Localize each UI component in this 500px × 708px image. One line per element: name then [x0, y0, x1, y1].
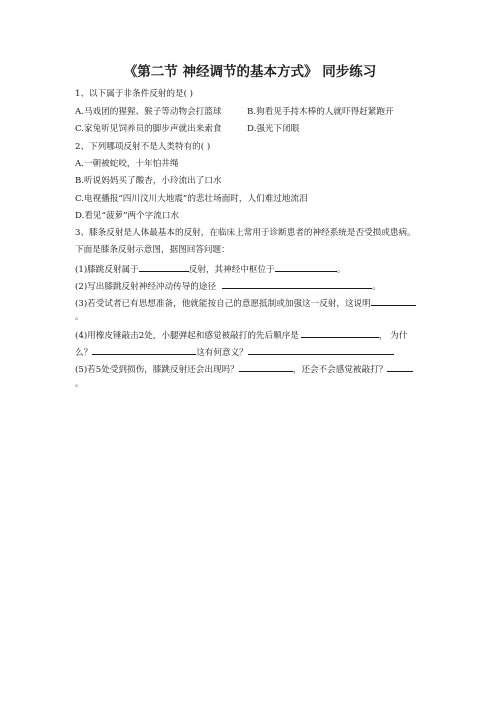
question-3-part-2 [75, 279, 381, 293]
part-5-text-b: ，还会不会感觉被敲打？ [292, 365, 388, 375]
answer-blank-reflex-type[interactable] [139, 262, 189, 272]
question-1-option-c: C.家兔听见饲养员的脚步声就出来索食 [75, 124, 222, 134]
question-3-part-5 [75, 362, 413, 376]
answer-blank-reflex-occurs[interactable] [239, 362, 293, 372]
part-2-text-a: (2)写出膝跳反射神经冲动传导的途径 [75, 282, 217, 292]
question-3-part-3-end: 。 [75, 312, 84, 322]
question-1-options-row2 [75, 123, 425, 135]
page-title: 《第二节 神经调节的基本方式》 同步练习 [123, 64, 377, 80]
question-2-option-c: C.电视播报“四川汶川大地震”的悲壮场面时，人们难过地流泪 [75, 194, 308, 204]
question-3-stem-line1: 3、膝条反射是人体最基本的反射，在临床上常用于诊断患者的神经系统是否受损或患病。 [75, 228, 416, 238]
answer-blank-feel-tap[interactable] [387, 362, 413, 372]
question-3-part-4-line2 [75, 345, 394, 359]
question-3-part-3 [75, 296, 416, 310]
part-1-text-b: 反射，其神经中枢位于 [188, 265, 275, 275]
part-1-text-c: 。 [336, 265, 346, 275]
answer-blank-why[interactable] [92, 345, 196, 355]
question-2-option-a: A.一朝被蛇咬，十年怕井绳 [75, 159, 179, 169]
question-3-part-1 [75, 262, 345, 276]
part-2-text-b: 。 [372, 282, 381, 292]
part-4-text-d: 这有何意义？ [196, 348, 248, 358]
question-1-option-d: D.强光下闭眼 [247, 124, 300, 134]
question-1-options-row1 [75, 106, 425, 118]
part-1-text-a: (1)膝跳反射属于 [75, 265, 139, 275]
question-2-option-b: B.听说妈妈买了酸杏，小玲流出了口水 [75, 176, 222, 186]
part-4-text-c: 么？ [75, 348, 93, 358]
question-2-stem: 2、下列哪项反射不是人类特有的( ) [75, 142, 211, 152]
question-3-part-4 [75, 328, 407, 342]
question-3-part-5-end: 。 [75, 379, 84, 389]
question-1-stem: 1、以下属于非条件反射的是( ) [75, 89, 194, 99]
answer-blank-significance[interactable] [248, 345, 394, 355]
part-4-text-b: ， 为什 [378, 331, 408, 341]
answer-blank-order[interactable] [301, 328, 379, 338]
answer-blank-nerve-center[interactable] [275, 262, 337, 272]
question-2-option-d: D.看见“菠萝”两个字流口水 [75, 211, 180, 221]
question-1-option-b: B.狗看见手持木棒的人就吓得赶紧跑开 [247, 107, 394, 117]
answer-blank-conduction-path[interactable] [222, 279, 372, 289]
part-4-text-a: (4)用橡皮锤敲击2处，小腿弹起和感觉被敲打的先后顺序是 [75, 331, 299, 341]
part-3-text-a: (3)若受试者已有思想准备，他就能按自己的意愿抵制或加强这一反射，这说明 [75, 299, 371, 309]
question-3-stem-line2: 下面是膝条反射示意图，据图回答问题： [75, 245, 230, 255]
question-1-option-a: A.马戏团的猩猩、猴子等动物会打篮球 [75, 107, 222, 117]
answer-blank-explanation[interactable] [371, 296, 416, 306]
part-5-text-a: (5)若5处受到损伤，膝跳反射还会出现吗？ [75, 365, 239, 375]
